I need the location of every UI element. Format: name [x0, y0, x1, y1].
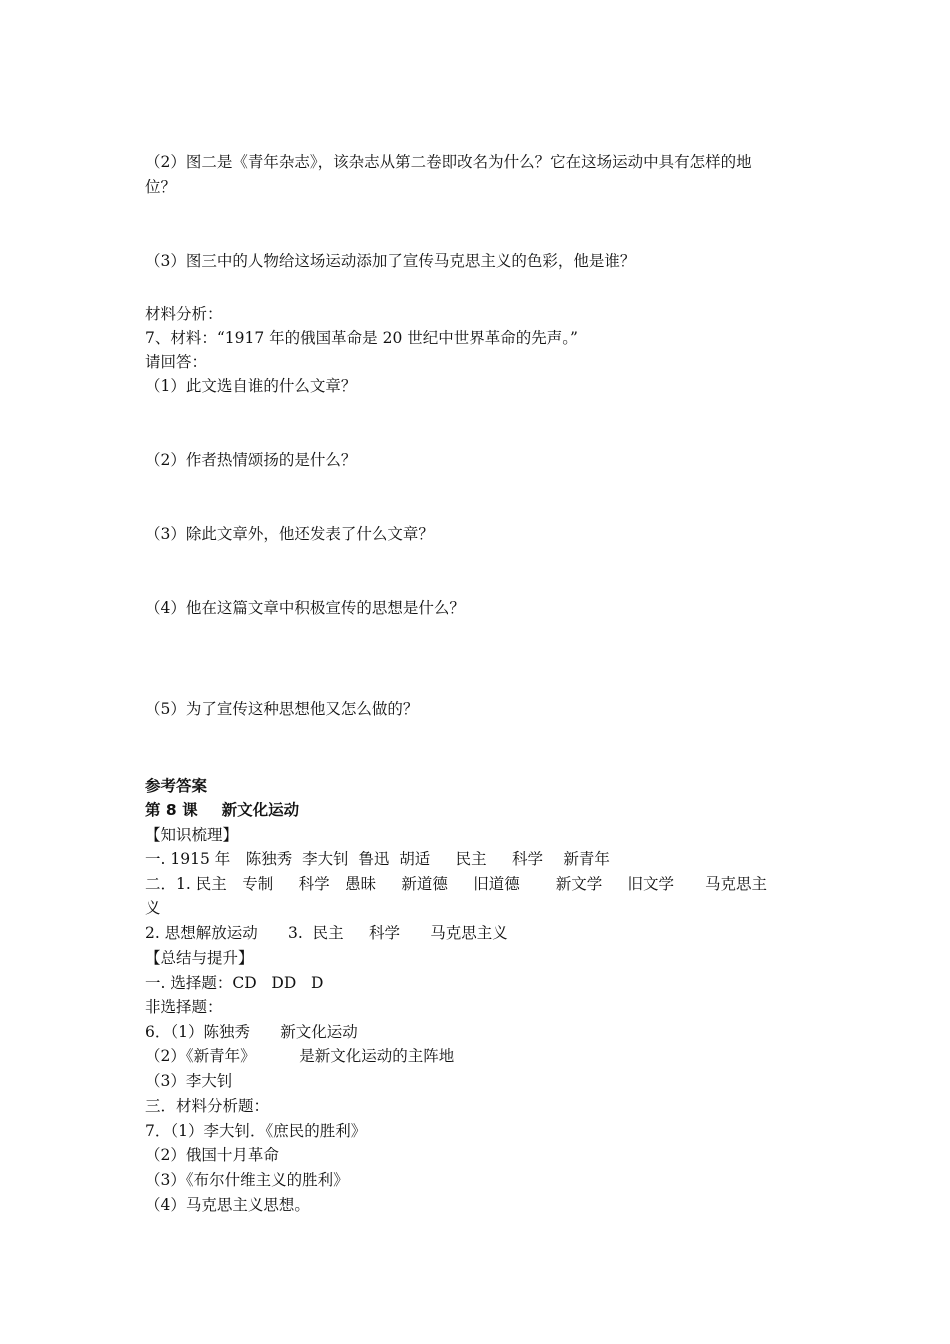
knowledge-line-1: 一. 1915 年 陈独秀 李大钊 鲁迅 胡适 民主 科学 新青年: [145, 850, 610, 868]
question-7-4: （4）他在这篇文章中积极宣传的思想是什么？: [145, 599, 465, 617]
material-analysis-heading: 三．材料分析题：: [145, 1097, 270, 1115]
knowledge-line-2: 二．1. 民主 专制 科学 愚昧 新道德 旧道德 新文学 旧文学 马克思主: [145, 875, 768, 893]
section-knowledge: 【知识梳理】: [145, 826, 239, 844]
answer-7-3: （3）《布尔什维主义的胜利》: [145, 1171, 349, 1189]
lesson-number: 第 8 课: [145, 801, 198, 819]
answer-6-3: （3）李大钊: [145, 1072, 233, 1090]
answer-7-1: 7．（1）李大钊．《庶民的胜利》: [145, 1122, 367, 1140]
please-answer: 请回答：: [145, 353, 208, 371]
question-7-2: （2）作者热情颂扬的是什么？: [145, 451, 357, 469]
section-summary: 【总结与提升】: [145, 949, 254, 967]
lesson-title: 新文化运动: [221, 801, 300, 819]
answer-7-2: （2）俄国十月革命: [145, 1146, 279, 1164]
question-7-material: 7、材料：“1917 年的俄国革命是 20 世纪中世界革命的先声。”: [145, 329, 578, 347]
material-heading: 材料分析：: [145, 305, 223, 323]
answers-heading: 参考答案: [145, 777, 208, 795]
answer-7-4: （4）马克思主义思想。: [145, 1196, 310, 1214]
question-6-3: （3）图三中的人物给这场运动添加了宣传马克思主义的色彩，他是谁？: [145, 252, 636, 270]
question-6-2-line2: 位？: [145, 178, 177, 196]
non-choice-heading: 非选择题：: [145, 998, 223, 1016]
knowledge-line-3: 2. 思想解放运动 3. 民主 科学 马克思主义: [145, 924, 508, 942]
question-7-5: （5）为了宣传这种思想他又怎么做的？: [145, 700, 419, 718]
question-7-1: （1）此文选自谁的什么文章？: [145, 377, 357, 395]
question-6-2-line1: （2）图二是《青年杂志》，该杂志从第二卷即改名为什么？它在这场运动中具有怎样的地: [145, 153, 752, 171]
answer-6-1: 6．（1）陈独秀 新文化运动: [145, 1023, 358, 1041]
choice-answers: 一. 选择题：CD DD D: [145, 974, 324, 992]
knowledge-line-2-cont: 义: [145, 899, 161, 917]
question-7-3: （3）除此文章外，他还发表了什么文章？: [145, 525, 434, 543]
answer-6-2: （2）《新青年》 是新文化运动的主阵地: [145, 1047, 455, 1065]
lesson-title-line: [145, 800, 299, 820]
